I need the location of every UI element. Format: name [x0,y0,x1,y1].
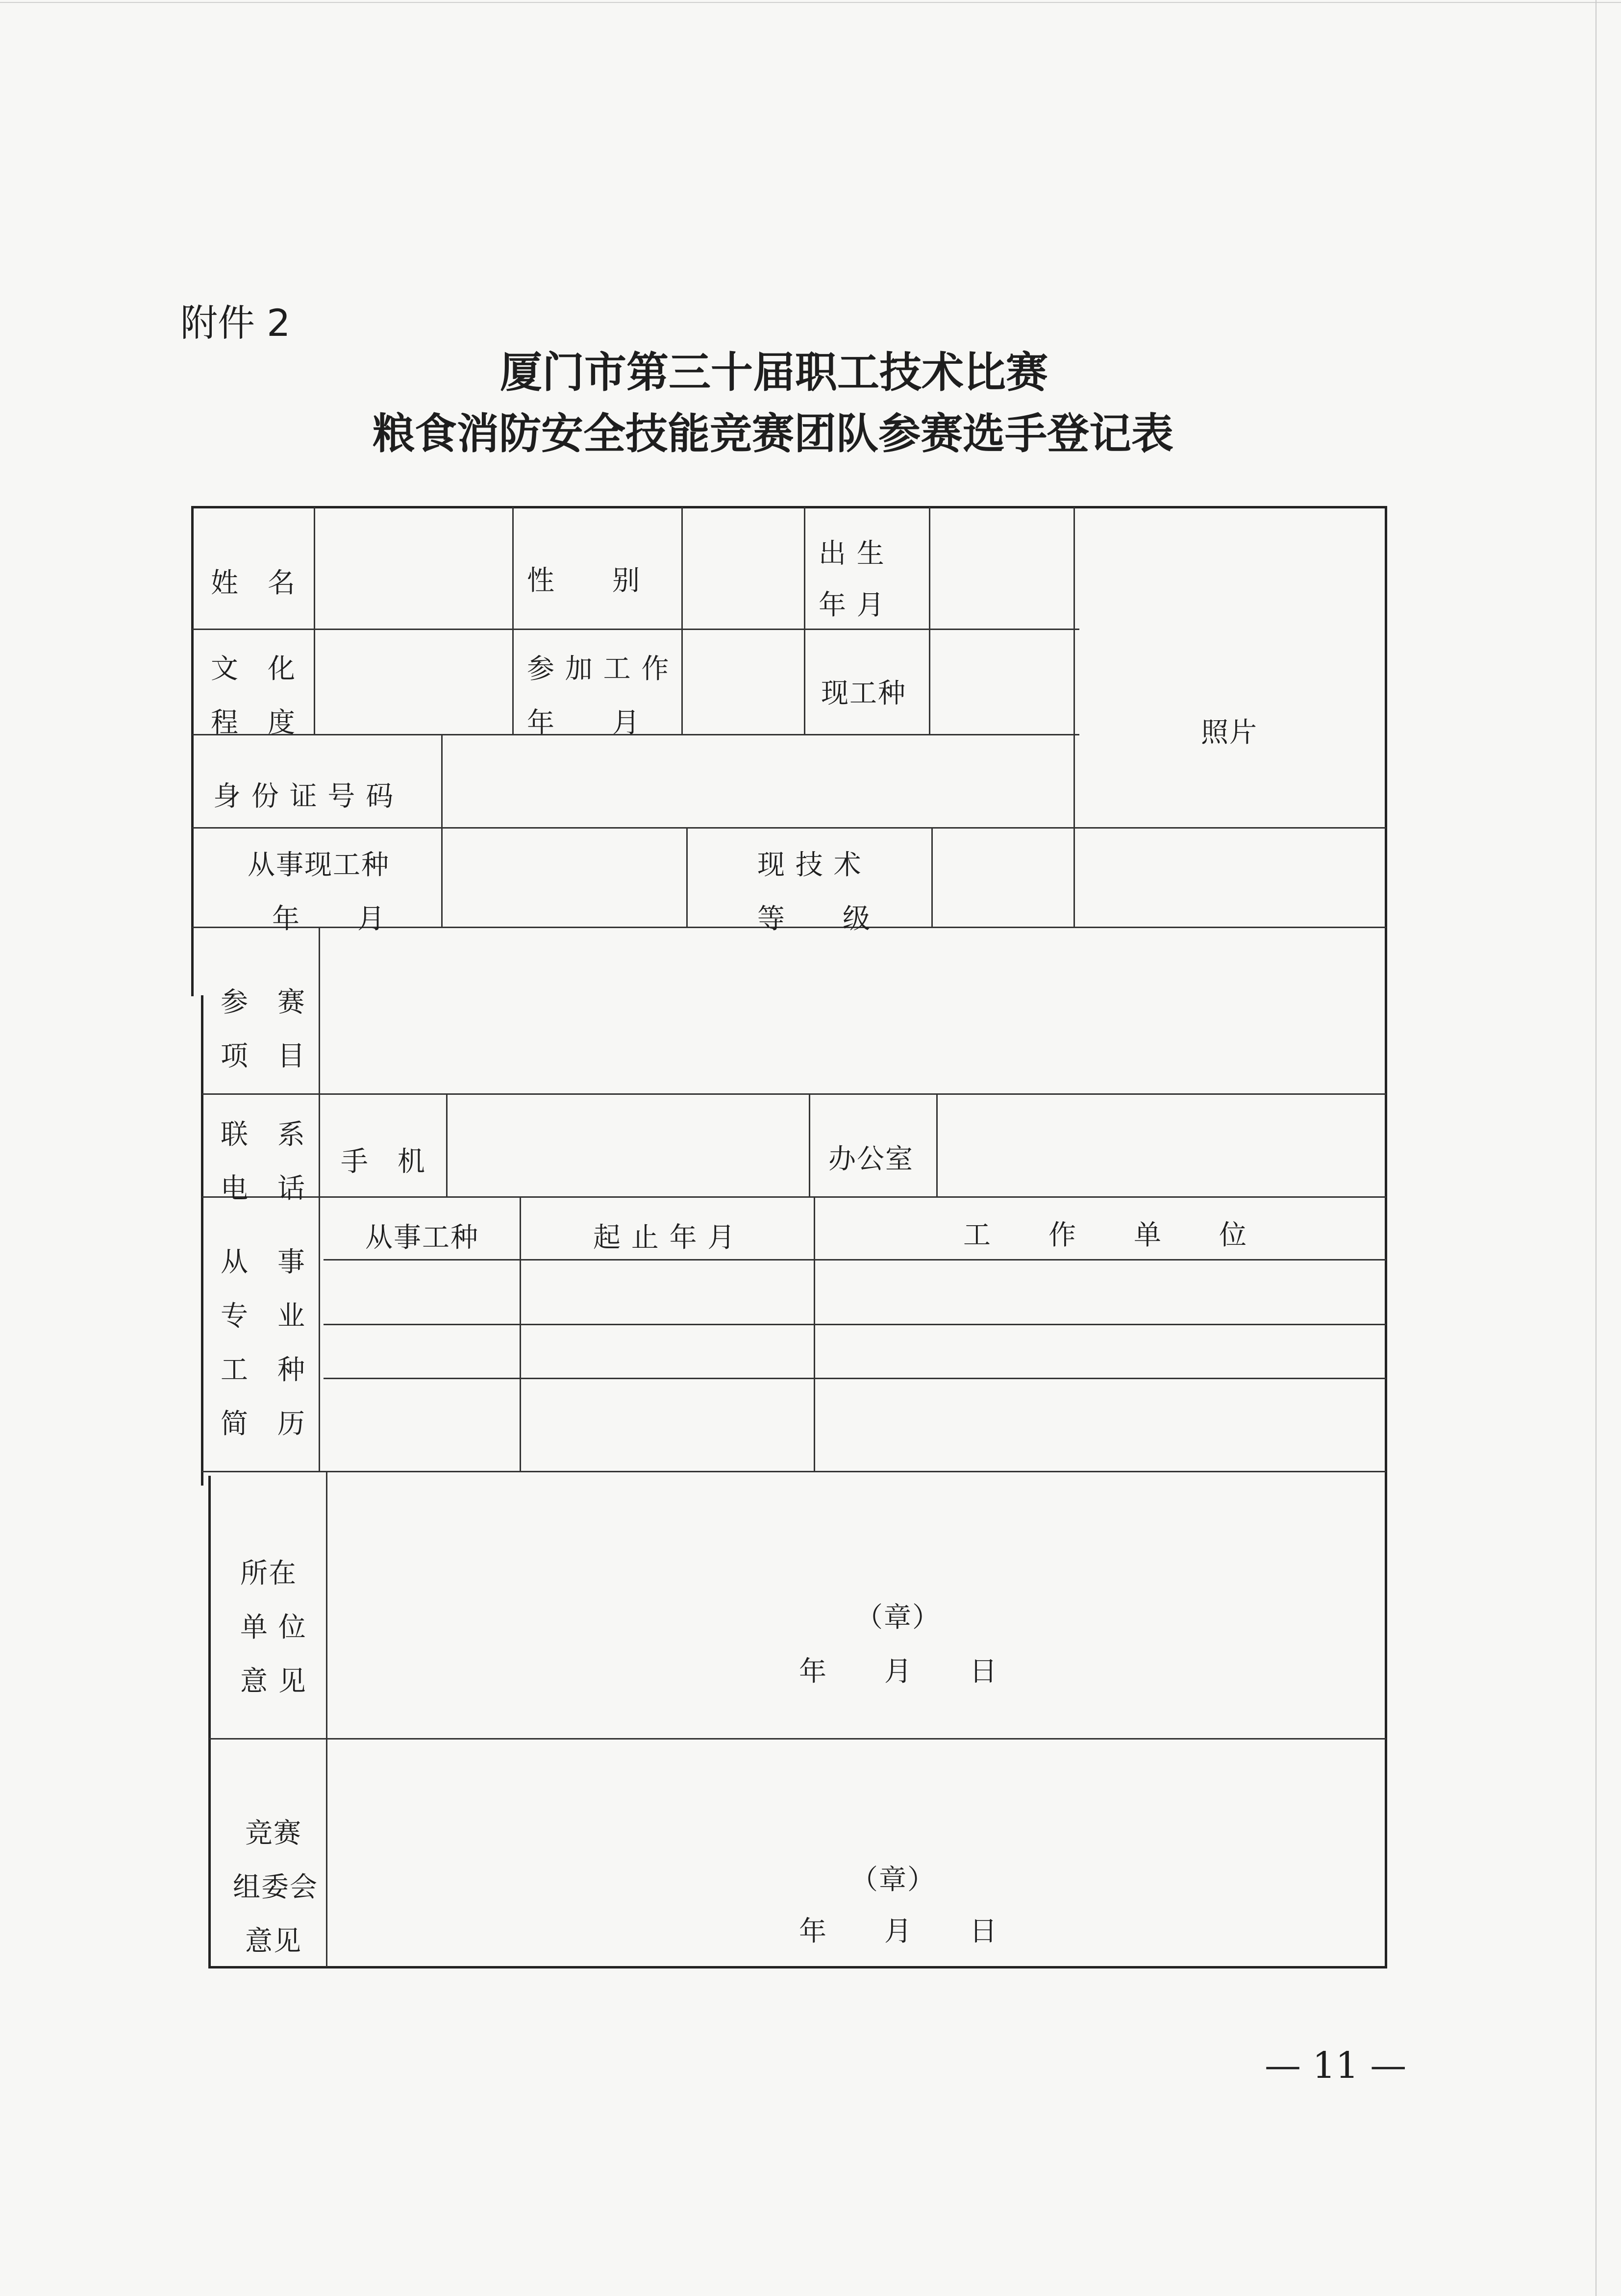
col-line-e [929,507,930,734]
col-line-b [512,507,514,734]
table-border-top [191,506,1387,508]
years-in-job-label-l1: 从事现工种 [248,849,390,881]
col-line-a [314,507,315,734]
phone-label-l1: 联 系 [221,1119,306,1151]
table-border-left-upper [191,506,194,996]
unit-opinion-label-l2: 单 位 [240,1612,307,1643]
col-line-photo [1073,507,1075,927]
col-line-g [931,827,933,927]
birth-label-l1: 出 生 [819,538,885,570]
col-line-d [804,507,805,734]
col-line-id [441,734,443,927]
event-label-l2: 项 目 [221,1040,306,1072]
history-label-l3: 工 种 [221,1354,306,1386]
col-line-period [520,1196,521,1471]
education-label-l2: 程 度 [211,707,296,739]
history-col-period: 起 止 年 月 [593,1222,736,1254]
table-border-right [1385,506,1387,1967]
row-line-3 [192,827,1386,829]
col-line-f [686,827,688,927]
history-col-job: 从事工种 [365,1222,479,1254]
phone-label-l2: 电 话 [221,1173,306,1205]
committee-label-l2: 组委会 [233,1871,318,1903]
event-label-l1: 参 赛 [221,986,306,1018]
committee-date-label: 年 月 日 [799,1916,998,1947]
current-job-label: 现工种 [821,678,906,709]
row-line-7 [202,1471,1386,1472]
id-number-label: 身 份 证 号 码 [213,781,395,812]
history-label-l1: 从 事 [221,1246,306,1278]
tech-level-label-l1: 现 技 术 [757,849,862,881]
education-label-l1: 文 化 [211,653,296,685]
office-label: 办公室 [828,1143,914,1175]
birth-label-l2: 年 月 [819,589,885,621]
work-start-label-l1: 参 加 工 作 [527,653,670,685]
row-line-6 [202,1196,1386,1198]
history-row-line-2 [324,1324,1386,1325]
mobile-label: 手 机 [341,1146,426,1178]
gender-label: 性 别 [527,565,641,597]
table-border-bottom [208,1966,1387,1968]
unit-opinion-label-l1: 所在 [240,1558,297,1590]
work-start-label-l2: 年 月 [527,707,641,739]
history-row-line-3 [324,1378,1386,1379]
col-line-mobile [446,1093,448,1196]
years-in-job-label-l2: 年 月 [272,903,386,935]
committee-seal-label: （章） [850,1864,936,1896]
table-border-left-middle [201,995,203,1486]
history-label-l2: 专 业 [221,1300,306,1332]
committee-label-l1: 竞赛 [245,1817,302,1849]
table-border-left-lower [208,1476,211,1968]
tech-level-label-l2: 等 级 [757,903,871,935]
photo-label: 照片 [1201,717,1258,749]
unit-opinion-label-l3: 意 见 [240,1665,307,1697]
col-line-office [809,1093,810,1196]
attachment-label: 附件 2 [180,301,291,345]
col-line-c [681,507,683,734]
form-title-line2: 粮食消防安全技能竞赛团队参赛选手登记表 [373,409,1173,458]
row-line-5 [202,1093,1386,1095]
history-label-l4: 简 历 [221,1408,306,1440]
unit-date-label: 年 月 日 [799,1656,998,1688]
name-label: 姓 名 [211,567,296,599]
col-line-office-val [936,1093,938,1196]
history-row-line-1 [324,1259,1386,1261]
col-line-opinion [326,1471,327,1967]
history-col-unit: 工 作 单 位 [963,1219,1247,1251]
form-title-line1: 厦门市第三十届职工技术比赛 [500,348,1048,397]
page-number: — 11 — [1265,2044,1407,2087]
unit-seal-label: （章） [855,1602,941,1634]
row-line-1 [192,629,1079,630]
scan-top-edge [0,2,1621,3]
row-line-8 [209,1738,1386,1740]
committee-label-l3: 意见 [245,1925,302,1957]
col-line-label [319,927,320,1471]
col-line-unit [814,1196,815,1471]
